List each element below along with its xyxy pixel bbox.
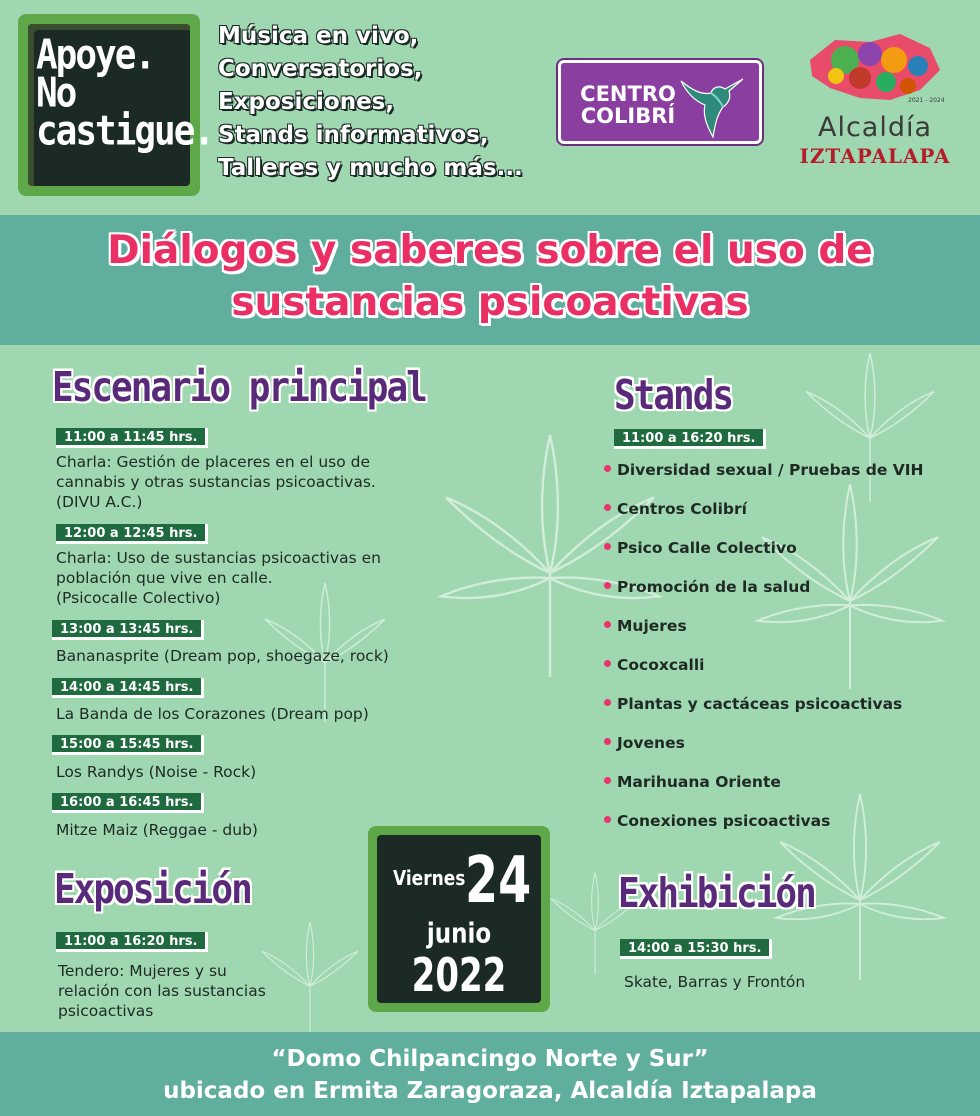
stand-label: Promoción de la salud (617, 578, 811, 596)
event-line: (DIVU A.C.) (56, 493, 143, 511)
logo-line-2: No (36, 69, 76, 117)
activity-item: Música en vivo, (218, 23, 419, 49)
stand-item (604, 538, 797, 558)
bullet-dot-icon (604, 777, 611, 784)
bullet-dot-icon (604, 543, 611, 550)
stands-heading: Stands (614, 372, 733, 420)
logo-line-1: Apoye. (36, 31, 155, 79)
activity-item: Conversatorios, (218, 56, 423, 82)
apoye-no-castigue-logo (18, 14, 214, 196)
event-time-badge: 15:00 a 15:45 hrs. (52, 735, 204, 755)
activity-item: Talleres y mucho más... (218, 155, 523, 181)
stand-item (604, 655, 704, 675)
event-line: La Banda de los Corazones (Dream pop) (56, 705, 369, 723)
activity-item: Stands informativos, (218, 122, 489, 148)
bullet-dot-icon (604, 504, 611, 511)
event-time-badge: 14:00 a 14:45 hrs. (52, 678, 204, 698)
event-line: Charla: Gestión de placeres en el uso de (56, 453, 371, 471)
colibri-line-2: COLIBRÍ (580, 104, 676, 128)
activity-item: Exposiciones, (218, 89, 395, 115)
stand-item (604, 577, 810, 597)
event-description (56, 704, 476, 724)
exposicion-description (58, 961, 338, 1021)
venue-footer (0, 1032, 980, 1116)
event-description (56, 762, 476, 782)
stand-label: Jovenes (617, 734, 685, 752)
stand-item (604, 772, 781, 792)
event-date-box (368, 826, 550, 1012)
bullet-dot-icon (604, 582, 611, 589)
alcaldia-iztapalapa-logo (790, 30, 970, 170)
activities-list (218, 20, 578, 185)
event-description (56, 548, 476, 608)
bullet-dot-icon (604, 699, 611, 706)
venue-name: “Domo Chilpancingo Norte y Sur” (271, 1046, 709, 1072)
alcaldia-sub: IZTAPALAPA (799, 144, 951, 168)
escenario-heading: Escenario principal (52, 364, 426, 412)
stand-label: Mujeres (617, 617, 687, 635)
event-description (56, 452, 476, 512)
stands-time-badge: 11:00 a 16:20 hrs. (614, 429, 766, 449)
bullet-dot-icon (604, 465, 611, 472)
exposicion-heading: Exposición (54, 866, 251, 914)
event-title-line-1: Diálogos y saberes sobre el uso de (107, 228, 873, 273)
stand-label: Marihuana Oriente (617, 773, 781, 791)
stand-label: Psico Calle Colectivo (617, 539, 797, 557)
exposicion-time-badge: 11:00 a 16:20 hrs. (56, 932, 208, 952)
centro-colibri-logo (558, 60, 762, 144)
stand-item (604, 499, 747, 519)
stand-label: Conexiones psicoactivas (617, 812, 831, 830)
event-line: población que vive en calle. (56, 569, 273, 587)
stand-item (604, 616, 687, 636)
exhibicion-description: Skate, Barras y Frontón (624, 973, 806, 991)
event-description (56, 646, 476, 666)
event-line: Tendero: Mujeres y su (58, 962, 227, 980)
emblem-years: 2021 - 2024 (908, 97, 945, 104)
colibri-line-1: CENTRO (580, 82, 676, 106)
colibri-label (573, 83, 683, 127)
event-time-badge: 13:00 a 13:45 hrs. (52, 620, 204, 640)
event-line: cannabis y otras sustancias psicoactivas. (56, 473, 376, 491)
bullet-dot-icon (604, 660, 611, 667)
stand-item (604, 694, 902, 714)
event-line: relación con las sustancias (58, 982, 266, 1000)
event-line: Charla: Uso de sustancias psicoactivas en (56, 549, 381, 567)
event-line: (Psicocalle Colectivo) (56, 589, 221, 607)
event-line: Los Randys (Noise - Rock) (56, 763, 257, 781)
bullet-dot-icon (604, 816, 611, 823)
venue-address: ubicado en Ermita Zaragoraza, Alcaldía Iztapalapa (163, 1078, 817, 1104)
iztapalapa-emblem-icon (790, 30, 960, 110)
stand-label: Centros Colibrí (617, 500, 747, 518)
stand-label: Plantas y cactáceas psicoactivas (617, 695, 903, 713)
event-title-line-2: sustancias psicoactivas (231, 280, 749, 325)
stand-label: Cocoxcalli (617, 656, 705, 674)
title-band (0, 215, 980, 345)
hummingbird-icon (673, 67, 753, 141)
event-time-badge: 11:00 a 11:45 hrs. (56, 428, 208, 448)
stand-item (604, 733, 685, 753)
event-time-badge: 16:00 a 16:45 hrs. (52, 793, 204, 813)
bullet-dot-icon (604, 621, 611, 628)
stand-item (604, 460, 924, 480)
date-day-number: 24 (465, 843, 532, 919)
date-weekday: Viernes (393, 867, 466, 891)
date-month: junio (426, 918, 492, 950)
bullet-dot-icon (604, 738, 611, 745)
event-line: psicoactivas (58, 1002, 154, 1020)
exhibicion-time-badge: 14:00 a 15:30 hrs. (620, 939, 772, 959)
alcaldia-name: Alcaldía (817, 112, 933, 143)
event-line: Mitze Maiz (Reggae - dub) (56, 821, 258, 839)
event-time-badge: 12:00 a 12:45 hrs. (56, 524, 208, 544)
date-year: 2022 (411, 949, 507, 1003)
logo-line-3: castigue. (36, 107, 214, 155)
exhibicion-heading: Exhibición (618, 870, 815, 918)
cannabis-leaf-icon (790, 350, 950, 510)
stand-label: Diversidad sexual / Pruebas de VIH (617, 461, 924, 479)
event-line: Bananasprite (Dream pop, shoegaze, rock) (56, 647, 389, 665)
stand-item (604, 811, 830, 831)
